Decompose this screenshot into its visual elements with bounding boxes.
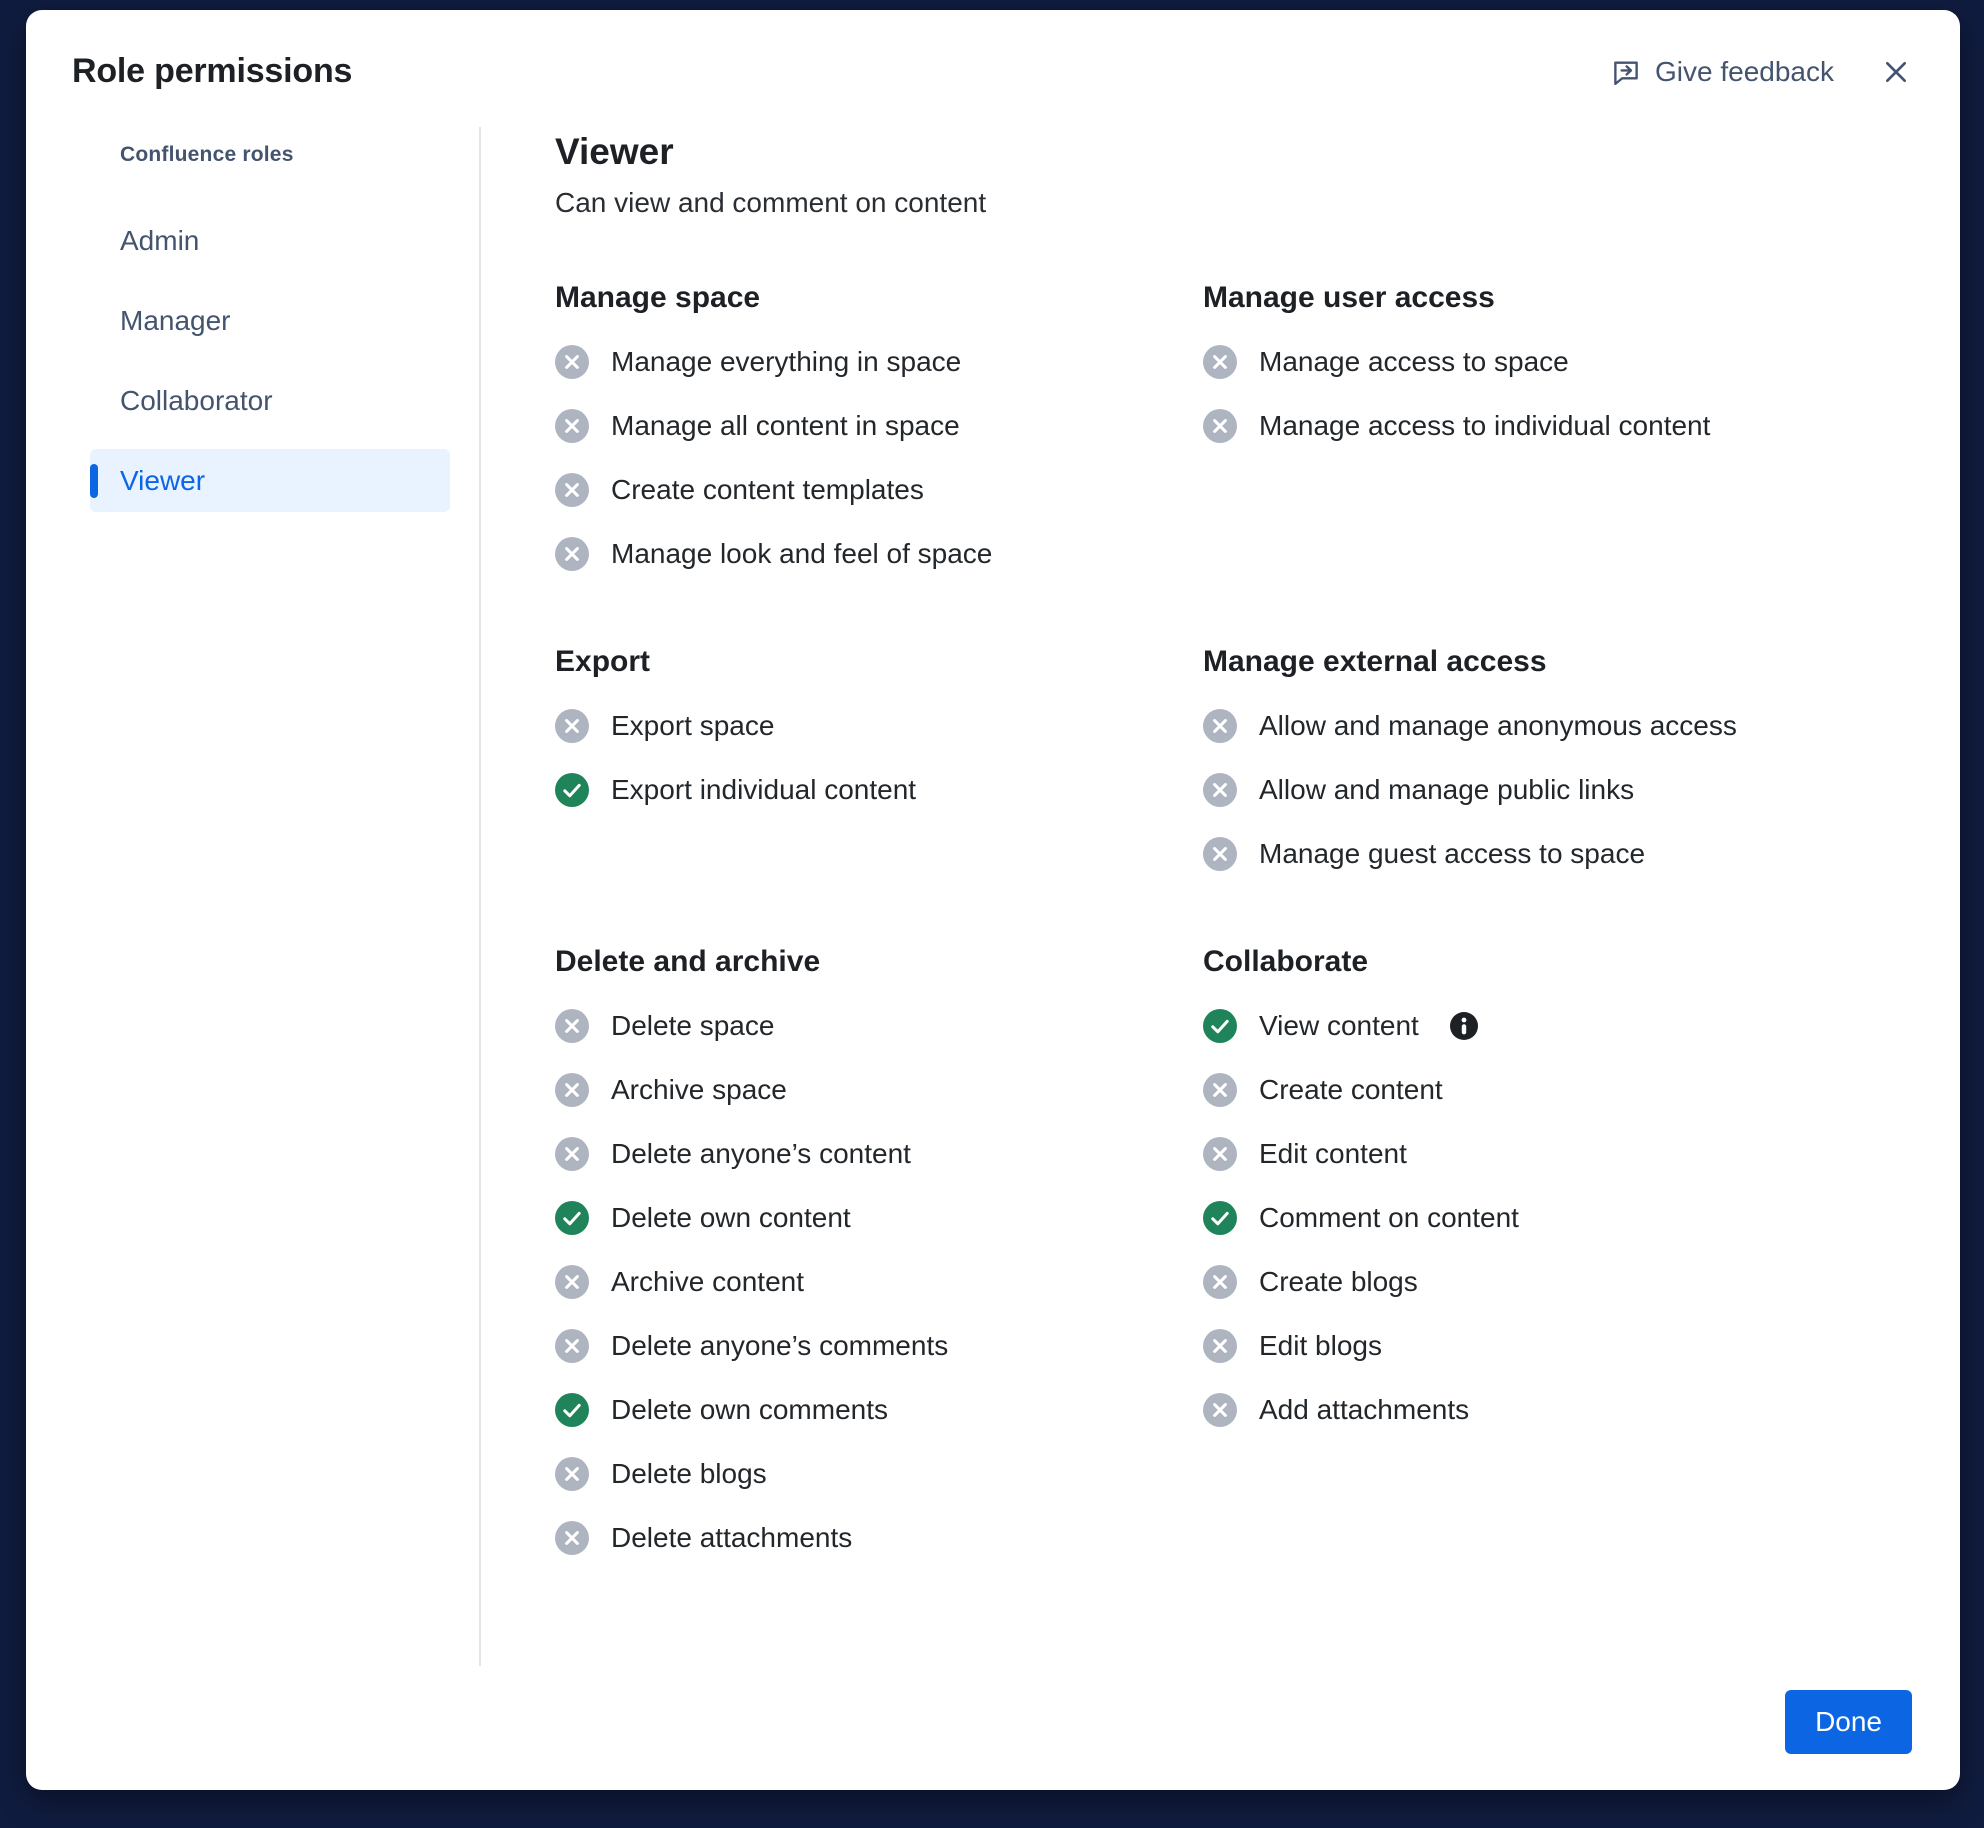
cross-circle-icon <box>1203 837 1237 871</box>
permission-label: Manage look and feel of space <box>611 538 993 569</box>
close-button[interactable] <box>1880 56 1912 88</box>
cross-circle-icon <box>1203 709 1237 743</box>
permission-row <box>1203 1265 1914 1299</box>
role-name-heading: Viewer <box>555 131 674 172</box>
section-manage-space <box>555 281 1203 571</box>
section-title: Manage external access <box>1203 645 1547 678</box>
cross-circle-icon <box>555 1137 589 1171</box>
roles-sidebar <box>72 127 481 1666</box>
permission-label: Archive content <box>611 1266 804 1297</box>
feedback-speech-bubble-icon <box>1611 57 1641 87</box>
permission-label: Manage all content in space <box>611 410 960 441</box>
permission-label: Delete anyone’s content <box>611 1138 911 1169</box>
permission-row <box>555 1457 1203 1491</box>
permission-row <box>1203 345 1914 379</box>
role-detail-panel <box>481 127 1914 1666</box>
permission-row <box>555 1009 1203 1043</box>
permission-label: Manage access to individual content <box>1259 410 1711 441</box>
permission-label: Add attachments <box>1259 1394 1470 1425</box>
permission-row <box>1203 1201 1914 1235</box>
give-feedback-button[interactable] <box>1611 56 1834 88</box>
modal-title: Role permissions <box>72 52 353 90</box>
permission-label: Export space <box>611 710 775 741</box>
permission-row <box>1203 1073 1914 1107</box>
permission-label: Edit blogs <box>1259 1330 1382 1361</box>
permission-row <box>1203 709 1914 743</box>
permission-label: Manage everything in space <box>611 346 962 377</box>
sidebar-item-collaborator[interactable] <box>90 369 450 432</box>
permission-label: Delete own comments <box>611 1394 889 1425</box>
permission-label: Create content templates <box>611 474 924 505</box>
cross-circle-icon <box>1203 345 1237 379</box>
sidebar-item-manager[interactable] <box>90 289 450 352</box>
permission-row <box>555 709 1203 743</box>
permission-label: View content <box>1259 1010 1419 1041</box>
cross-circle-icon <box>555 409 589 443</box>
cross-circle-icon <box>555 1457 589 1491</box>
cross-circle-icon <box>555 709 589 743</box>
check-circle-icon <box>555 773 589 807</box>
cross-circle-icon <box>555 537 589 571</box>
permission-label: Delete space <box>611 1010 775 1041</box>
permission-row <box>555 473 1203 507</box>
cross-circle-icon <box>555 1521 589 1555</box>
section-export <box>555 645 1203 871</box>
modal-header <box>26 10 1960 91</box>
section-delete-and-archive <box>555 945 1203 1555</box>
permission-row <box>555 1201 1203 1235</box>
permission-row <box>1203 1393 1914 1427</box>
section-title: Export <box>555 645 651 678</box>
permission-label: Edit content <box>1259 1138 1407 1169</box>
modal-body <box>26 91 1960 1666</box>
permission-row <box>555 773 1203 807</box>
permission-row <box>1203 1009 1914 1043</box>
permission-row <box>555 1137 1203 1171</box>
permission-row <box>1203 837 1914 871</box>
info-icon[interactable] <box>1449 1011 1479 1041</box>
cross-circle-icon <box>1203 1329 1237 1363</box>
section-title: Manage user access <box>1203 281 1495 314</box>
permission-label: Export individual content <box>611 774 917 805</box>
sidebar-item-label: Viewer <box>120 464 206 496</box>
permission-label: Archive space <box>611 1074 787 1105</box>
section-title: Collaborate <box>1203 945 1369 978</box>
cross-circle-icon <box>555 345 589 379</box>
section-title: Manage space <box>555 281 761 314</box>
section-collaborate <box>1203 945 1914 1555</box>
check-circle-icon <box>555 1393 589 1427</box>
section-title: Delete and archive <box>555 945 821 978</box>
sidebar-item-viewer[interactable] <box>90 449 450 512</box>
cross-circle-icon <box>1203 1137 1237 1171</box>
cross-circle-icon <box>555 1265 589 1299</box>
cross-circle-icon <box>1203 1393 1237 1427</box>
done-button[interactable]: Done <box>1785 1690 1912 1754</box>
permission-label: Comment on content <box>1259 1202 1519 1233</box>
modal-footer <box>26 1666 1960 1790</box>
sidebar-item-label: Manager <box>120 304 231 336</box>
permission-row <box>555 409 1203 443</box>
permission-row <box>555 1521 1203 1555</box>
role-list <box>72 209 479 512</box>
section-manage-external-access <box>1203 645 1914 871</box>
permission-label: Delete attachments <box>611 1522 853 1553</box>
cross-circle-icon <box>555 1009 589 1043</box>
permission-label: Create blogs <box>1259 1266 1418 1297</box>
permission-row <box>555 1265 1203 1299</box>
give-feedback-label: Give feedback <box>1655 55 1834 87</box>
permission-row <box>555 537 1203 571</box>
permission-row <box>1203 1137 1914 1171</box>
permission-label: Delete anyone’s comments <box>611 1330 949 1361</box>
cross-circle-icon <box>555 473 589 507</box>
sidebar-item-admin[interactable] <box>90 209 450 272</box>
permission-row <box>1203 773 1914 807</box>
section-manage-user-access <box>1203 281 1914 571</box>
check-circle-icon <box>555 1201 589 1235</box>
close-icon <box>1880 56 1912 88</box>
sidebar-item-label: Collaborator <box>120 384 273 416</box>
permission-label: Delete own content <box>611 1202 851 1233</box>
permission-row <box>555 1073 1203 1107</box>
cross-circle-icon <box>1203 1265 1237 1299</box>
check-circle-icon <box>1203 1009 1237 1043</box>
sidebar-header: Confluence roles <box>120 143 294 166</box>
cross-circle-icon <box>1203 773 1237 807</box>
permission-label: Delete blogs <box>611 1458 767 1489</box>
sidebar-item-label: Admin <box>120 224 200 256</box>
role-permissions-modal <box>26 10 1960 1790</box>
permission-row <box>1203 409 1914 443</box>
permission-label: Manage access to space <box>1259 346 1569 377</box>
cross-circle-icon <box>1203 409 1237 443</box>
permission-row <box>555 1393 1203 1427</box>
permission-label: Manage guest access to space <box>1259 838 1646 869</box>
check-circle-icon <box>1203 1201 1237 1235</box>
header-actions <box>1611 56 1912 88</box>
permission-row <box>555 345 1203 379</box>
permission-label: Allow and manage anonymous access <box>1259 710 1737 741</box>
permissions-grid <box>555 281 1914 1555</box>
permission-row <box>1203 1329 1914 1363</box>
role-description: Can view and comment on content <box>555 187 987 218</box>
permission-label: Allow and manage public links <box>1259 774 1635 805</box>
permission-row <box>555 1329 1203 1363</box>
cross-circle-icon <box>1203 1073 1237 1107</box>
cross-circle-icon <box>555 1329 589 1363</box>
cross-circle-icon <box>555 1073 589 1107</box>
permission-label: Create content <box>1259 1074 1443 1105</box>
